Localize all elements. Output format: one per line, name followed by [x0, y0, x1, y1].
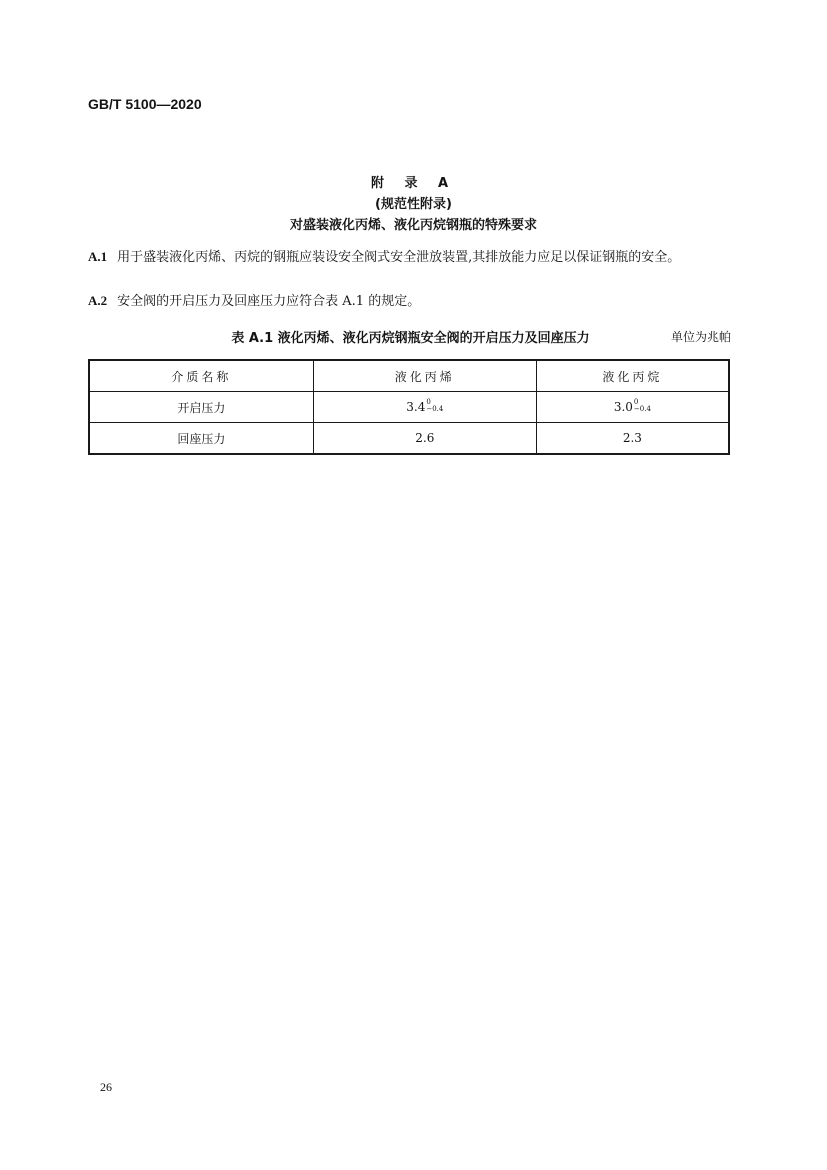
- header-medium: 介质名称: [89, 360, 313, 392]
- row-label: 回座压力: [89, 423, 313, 455]
- clause-number: A.2: [88, 293, 108, 308]
- clause-a1: [88, 246, 733, 269]
- table-header-row: [89, 360, 729, 392]
- tolerance-upper: 0: [633, 398, 639, 407]
- cell-propylene: 2.6: [313, 423, 536, 455]
- cell-propane: [536, 392, 729, 423]
- appendix-title: 附 录 A: [370, 176, 457, 191]
- header-propane: 液化丙烷: [536, 360, 729, 392]
- header-propylene: 液化丙烯: [313, 360, 536, 392]
- row-label: 开启压力: [89, 392, 313, 423]
- clause-a2: [88, 290, 733, 313]
- table-unit: 单位为兆帕: [670, 330, 731, 344]
- table-row: [89, 423, 729, 455]
- table-row: [89, 392, 729, 423]
- tolerance: [426, 399, 443, 413]
- table-caption-row: [88, 327, 733, 345]
- appendix-heading: 对盛装液化丙烯、液化丙烷钢瓶的特殊要求: [289, 218, 537, 233]
- standard-code: GB/T 5100—2020: [88, 96, 202, 112]
- tolerance-lower: −0.4: [426, 405, 444, 414]
- table-caption: 表 A.1 液化丙烯、液化丙烷钢瓶安全阀的开启压力及回座压力: [231, 331, 590, 346]
- cell-propane: 2.3: [536, 423, 729, 455]
- cell-value: 3.0: [613, 399, 633, 414]
- clause-text: 安全阀的开启压力及回座压力应符合表 A.1 的规定。: [117, 294, 421, 309]
- cell-propylene: [313, 392, 536, 423]
- tolerance-upper: 0: [426, 398, 431, 407]
- clause-text: 用于盛装液化丙烯、丙烷的钢瓶应装设安全阀式安全泄放装置,其排放能力应足以保证钢瓶的安全。: [117, 250, 681, 265]
- page-number: 26: [100, 1080, 112, 1094]
- tolerance-lower: −0.4: [633, 405, 651, 414]
- clause-number: A.1: [88, 249, 108, 264]
- cell-value: 3.4: [406, 399, 426, 414]
- pressure-table: [88, 359, 730, 455]
- tolerance: [634, 399, 651, 413]
- appendix-type: (规范性附录): [375, 197, 452, 212]
